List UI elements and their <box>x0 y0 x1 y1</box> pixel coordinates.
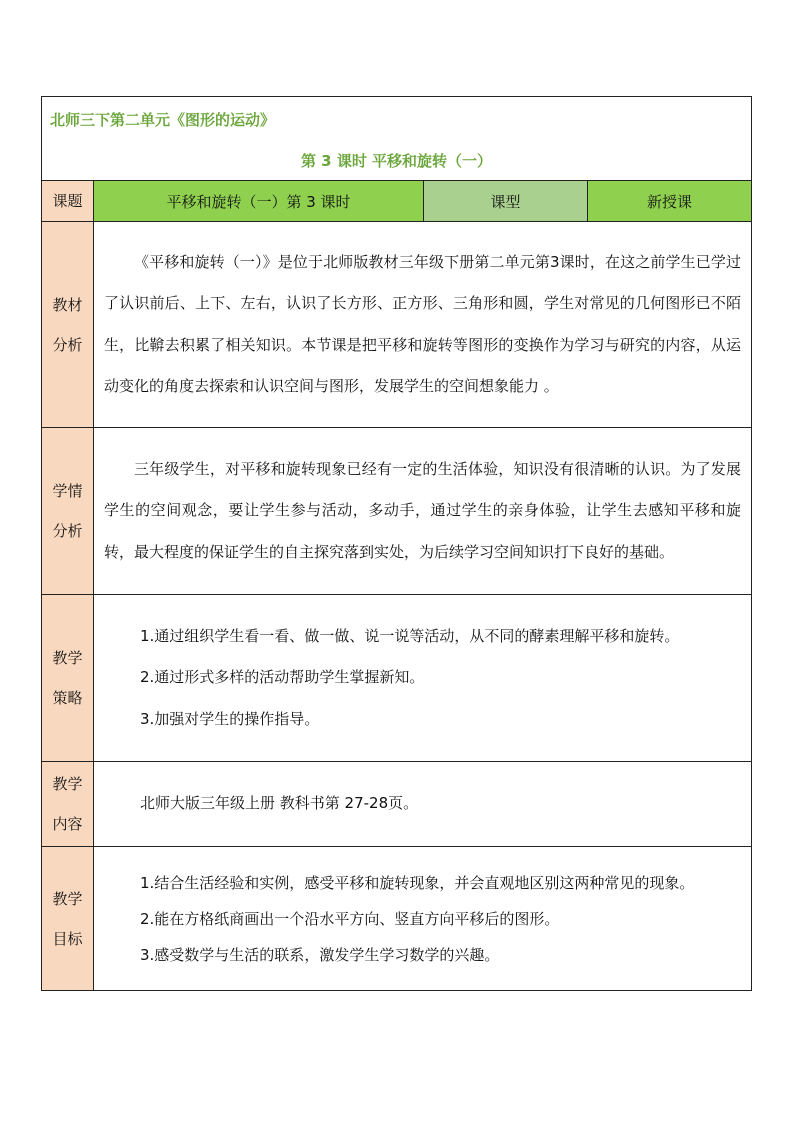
list-item: 1.结合生活经验和实例，感受平移和旋转现象，并会直观地区别这两种常见的现象。 <box>140 873 695 892</box>
teaching-strategy-label <box>42 595 94 762</box>
list-item: 3.感受数学与生活的联系，激发学生学习数学的兴趣。 <box>140 945 500 964</box>
label-line-1: 学情 <box>52 482 83 500</box>
student-analysis-text: 三年级学生，对平移和旋转现象已经有一定的生活体验，知识没有很清晰的认识。为了发展学生的空间观念，要让学生参与活动，多动手，通过学生的亲身体验，让学生去感知平移和旋转，最大程度的保证学生的自主探究落到实处，为后续学习空间知识打下良好的基础。 <box>104 459 741 561</box>
label-line-1: 教学 <box>52 889 83 908</box>
list-item: 2.能在方格纸商画出一个沿水平方向、竖直方向平移后的图形。 <box>140 909 560 928</box>
topic-value: 平移和旋转（一）第 3 课时 <box>94 181 424 222</box>
teaching-goals-body <box>94 847 752 991</box>
teaching-content-row <box>42 762 752 847</box>
list-item: 1.通过组织学生看一看、做一做、说一说等活动，从不同的酵素理解平移和旋转。 <box>140 626 680 645</box>
label-line-2: 内容 <box>52 815 83 833</box>
student-analysis-row <box>42 428 752 595</box>
teaching-goals-row <box>42 847 752 991</box>
textbook-analysis-row <box>42 222 752 428</box>
student-analysis-body <box>94 428 752 595</box>
title-row <box>42 97 752 181</box>
title-cell <box>42 97 752 181</box>
type-label: 课型 <box>424 181 588 222</box>
teaching-content-body <box>94 762 752 847</box>
teaching-strategy-row <box>42 595 752 762</box>
label-line-1: 教材 <box>52 295 83 314</box>
teaching-content-label <box>42 762 94 847</box>
unit-title: 北师三下第二单元《图形的运动》 <box>50 111 276 129</box>
list-item: 3.加强对学生的操作指导。 <box>140 709 320 728</box>
label-line-2: 目标 <box>52 929 83 948</box>
list-item: 2.通过形式多样的活动帮助学生掌握新知。 <box>140 668 425 687</box>
lesson-title: 第 3 课时 平移和旋转（一） <box>300 152 493 170</box>
teaching-goals-label <box>42 847 94 991</box>
label-line-2: 分析 <box>52 522 83 540</box>
lesson-plan-table <box>41 96 752 991</box>
teaching-strategy-body <box>94 595 752 762</box>
type-value: 新授课 <box>588 181 752 222</box>
label-line-2: 分析 <box>52 335 83 354</box>
textbook-analysis-text: 《平移和旋转（一）》是位于北师版教材三年级下册第二单元第3课时，在这之前学生已学过了认识前后、上下、左右，认识了长方形、正方形、三角形和圆，学生对常见的几何图形已不陌生，比鞥去积累了相关知识。本节课是把平移和旋转等图形的变换作为学习与研究的内容，从运动变化的角度去探索和认识空间与图形，发展学生的空间想象能力 。 <box>104 252 741 395</box>
student-analysis-label <box>42 428 94 595</box>
textbook-analysis-body <box>94 222 752 428</box>
textbook-analysis-label <box>42 222 94 428</box>
topic-label: 课题 <box>42 181 94 222</box>
label-line-1: 教学 <box>52 775 83 793</box>
label-line-1: 教学 <box>52 649 83 667</box>
label-line-2: 策略 <box>52 689 83 707</box>
info-row <box>42 181 752 222</box>
teaching-content-text: 北师大版三年级上册 教科书第 27-28页。 <box>140 794 419 813</box>
